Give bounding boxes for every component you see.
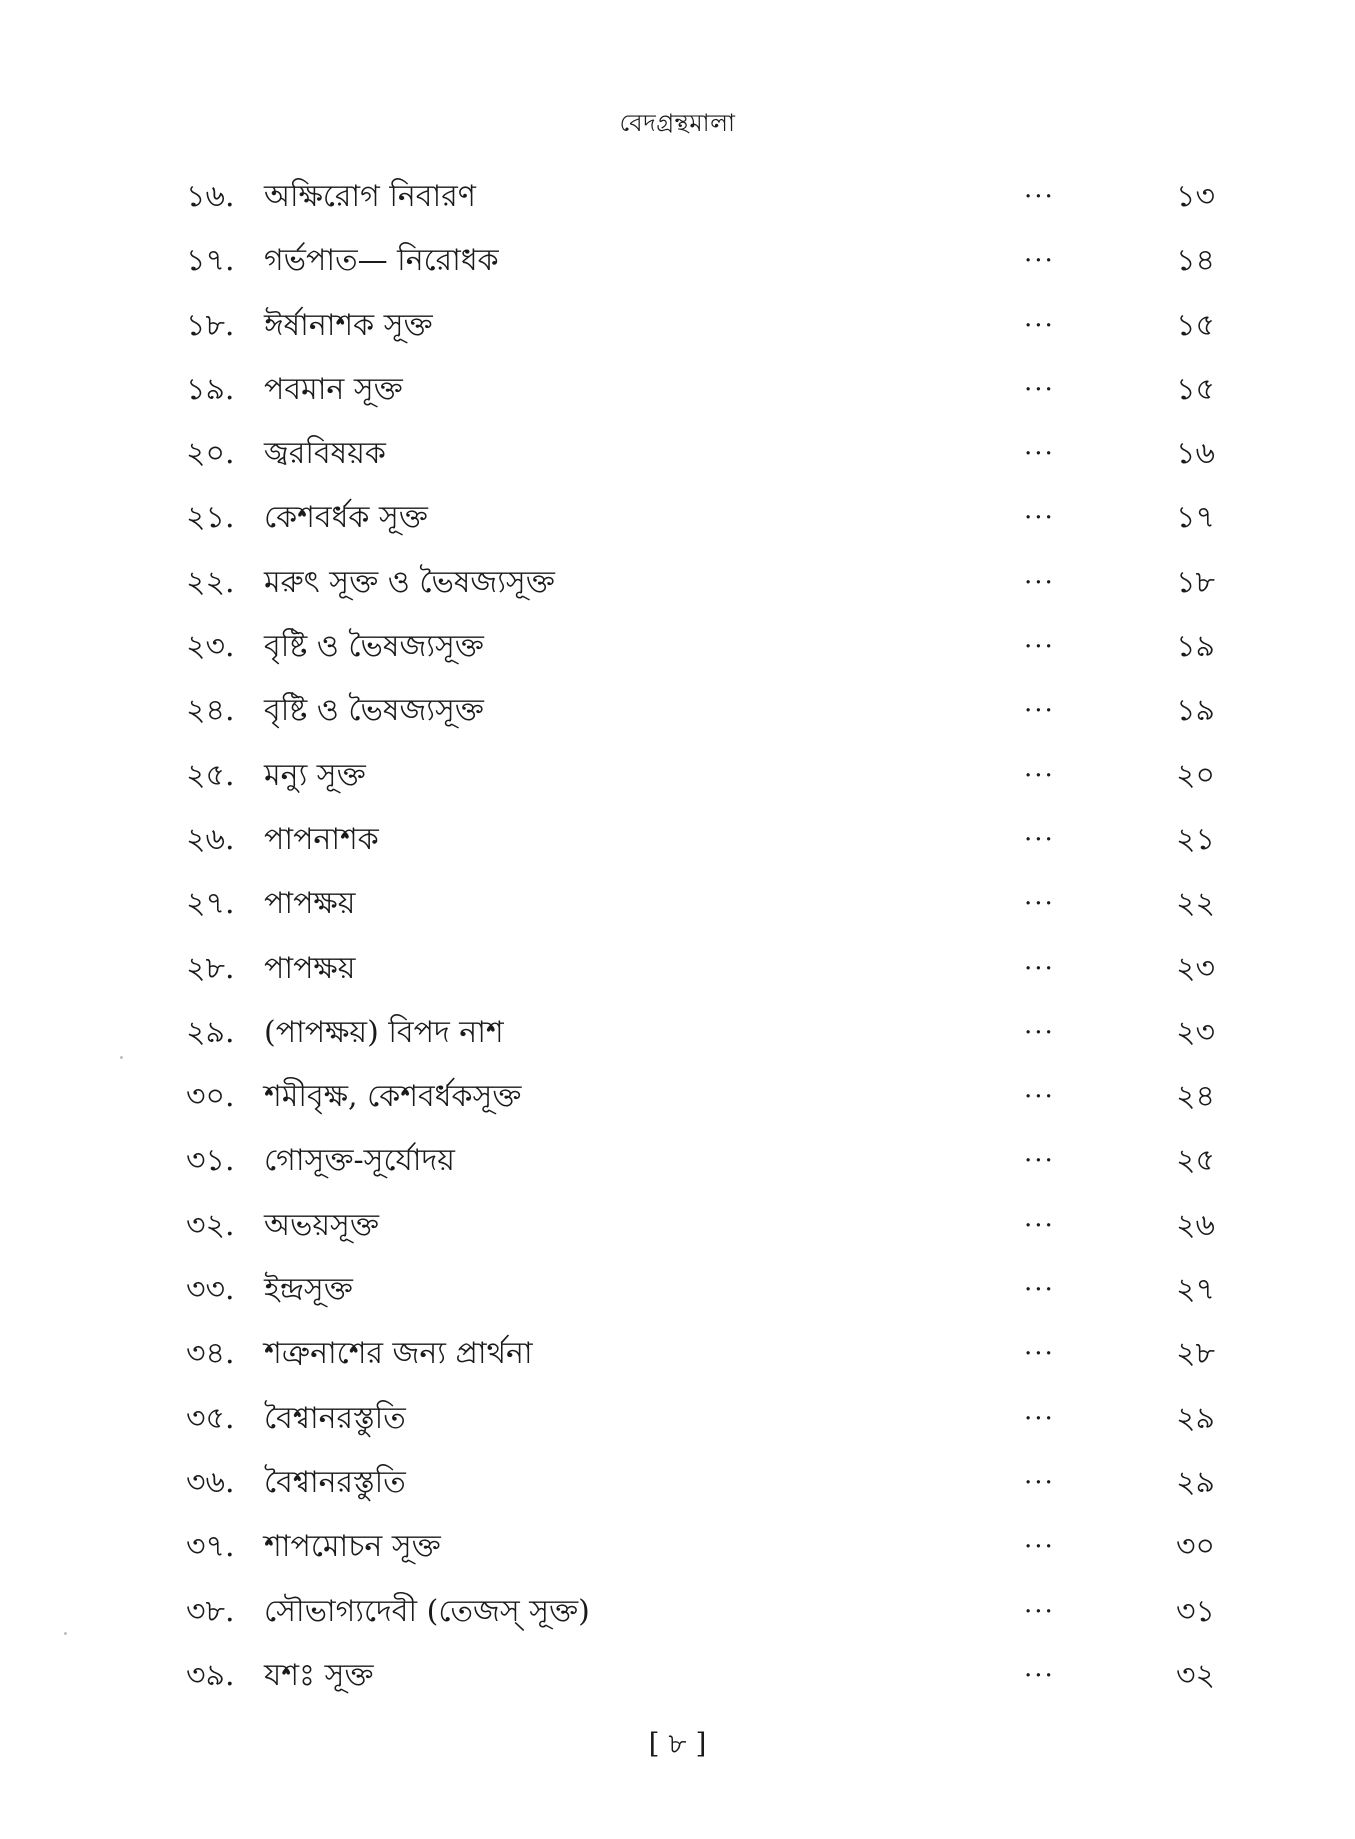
toc-entry-page: ২২ — [1175, 886, 1215, 922]
toc-entry-title: বৈশ্বানরস্তুতি — [264, 1464, 406, 1500]
toc-entry-title: শত্রুনাশের জন্য প্রার্থনা — [264, 1336, 533, 1372]
toc-leader-dots: ... — [1024, 431, 1055, 462]
toc-entry — [0, 618, 1355, 682]
toc-leader-dots: ... — [1024, 1009, 1055, 1040]
toc-leader-dots: ... — [1024, 1202, 1055, 1233]
toc-entry-title: পাপক্ষয় — [264, 950, 356, 986]
toc-entry-number: ২৮. — [186, 950, 235, 986]
toc-entry-page: ১৫ — [1176, 371, 1215, 407]
toc-leader-dots: ... — [1024, 945, 1055, 976]
toc-entry-page: ২৭ — [1175, 1272, 1215, 1308]
toc-entry — [0, 1647, 1355, 1711]
toc-entry-page: ২৩ — [1175, 950, 1215, 986]
toc-entry-page: ১৬ — [1176, 436, 1215, 472]
toc-entry-page: ১৭ — [1176, 500, 1215, 536]
toc-leader-dots: ... — [1024, 1267, 1055, 1298]
toc-entry-page: ২৩ — [1175, 1014, 1215, 1050]
toc-entry-page: ১৫ — [1176, 307, 1215, 343]
toc-leader-dots: ... — [1024, 1588, 1055, 1619]
toc-entry-title: অক্ষিরোগ নিবারণ — [264, 179, 476, 214]
toc-entry-number: ২৪. — [186, 693, 235, 729]
toc-entry-page: ২৯ — [1176, 1464, 1215, 1500]
toc-entry-title: বৃষ্টি ও ভৈষজ্যসূক্ত — [264, 693, 484, 729]
toc-entry-title: শাপমোচন সূক্ত — [264, 1529, 441, 1565]
toc-leader-dots: ... — [1024, 1138, 1055, 1169]
toc-entry-page: ২৬ — [1175, 1207, 1215, 1243]
toc-entry-page: ৩০ — [1175, 1529, 1215, 1565]
scan-speck — [64, 1632, 67, 1635]
toc-entry-number: ২৬. — [186, 821, 235, 857]
toc-entry — [0, 875, 1355, 939]
toc-entry-title: সৌভাগ্যদেবী (তেজস্ সূক্ত) — [264, 1593, 590, 1629]
toc-entry-title: মরুৎ সূক্ত ও ভৈষজ্যসূক্ত — [264, 564, 555, 600]
toc-leader-dots: ... — [1024, 302, 1055, 333]
toc-entry-number: ৩৫. — [186, 1400, 235, 1436]
toc-entry-number: ১৯. — [186, 371, 235, 407]
toc-entry-number: ৩৩. — [186, 1272, 235, 1308]
toc-entry-number: ৩৭. — [186, 1529, 235, 1565]
page-folio: [ ৮ ] — [648, 1727, 707, 1760]
toc-entry-title: বৈশ্বানরস্তুতি — [264, 1400, 406, 1436]
toc-entry — [0, 1197, 1355, 1261]
toc-leader-dots: ... — [1024, 624, 1055, 655]
toc-entry-number: ২৯. — [186, 1014, 235, 1050]
toc-entry — [0, 1261, 1355, 1325]
toc-entry-number: ২১. — [186, 500, 235, 536]
toc-entry-number: ২২. — [186, 564, 235, 600]
toc-leader-dots: ... — [1024, 495, 1055, 526]
toc-entry-title: পবমান সূক্ত — [264, 371, 403, 407]
toc-entry-title: ঈর্ষানাশক সূক্ত — [264, 307, 433, 343]
toc-entry-page: ১৪ — [1176, 243, 1215, 279]
toc-entry-page: ৩১ — [1176, 1593, 1215, 1629]
toc-entry — [0, 1004, 1355, 1068]
toc-entry — [0, 297, 1355, 361]
toc-leader-dots: ... — [1024, 1459, 1055, 1490]
toc-entry — [0, 811, 1355, 875]
toc-entry — [0, 489, 1355, 553]
toc-entry-title: যশঃ সূক্ত — [264, 1657, 374, 1693]
toc-entry — [0, 1325, 1355, 1389]
toc-entry-page: ২৪ — [1176, 1079, 1215, 1115]
toc-entry-page: ১৮ — [1176, 564, 1215, 600]
toc-entry-title: বৃষ্টি ও ভৈষজ্যসূক্ত — [264, 629, 484, 665]
scan-speck — [120, 1056, 123, 1059]
toc-entry-page: ২৯ — [1176, 1400, 1215, 1436]
toc-leader-dots: ... — [1024, 1524, 1055, 1555]
toc-entry-number: ২৫. — [186, 757, 235, 793]
toc-entry — [0, 1518, 1355, 1582]
toc-entry — [0, 1132, 1355, 1196]
toc-entry-page: ১৩ — [1176, 179, 1215, 214]
toc-entry — [0, 168, 1355, 232]
toc-entry-page: ২১ — [1176, 821, 1215, 857]
toc-leader-dots: ... — [1024, 1395, 1055, 1426]
toc-entry-title: পাপক্ষয় — [264, 886, 356, 922]
toc-entry-number: ২৭. — [186, 886, 235, 922]
toc-leader-dots: ... — [1024, 1074, 1055, 1105]
toc-leader-dots: ... — [1024, 752, 1055, 783]
running-title: বেদগ্রন্থমালা — [619, 109, 736, 137]
toc-entry-title: (পাপক্ষয়) বিপদ নাশ — [264, 1014, 504, 1050]
toc-leader-dots: ... — [1024, 366, 1055, 397]
toc-entry-title: পাপনাশক — [264, 821, 379, 857]
toc-entry-number: ১৮. — [186, 307, 235, 343]
toc-entry-title: মন্যু সূক্ত — [264, 757, 366, 793]
toc-entry — [0, 940, 1355, 1004]
toc-entry-number: ৩৯. — [186, 1657, 235, 1693]
toc-entry-number: ৩৪. — [186, 1336, 235, 1372]
toc-entry-title: গর্ভপাত— নিরোধক — [264, 243, 499, 279]
toc-entry-number: ১৭. — [186, 243, 235, 279]
toc-leader-dots: ... — [1024, 1652, 1055, 1683]
table-of-contents — [0, 168, 1355, 1711]
toc-entry — [0, 1454, 1355, 1518]
toc-entry-page: ২৮ — [1176, 1336, 1215, 1372]
toc-entry-number: ২৩. — [186, 629, 235, 665]
toc-entry-title: অভয়সূক্ত — [264, 1207, 379, 1243]
toc-leader-dots: ... — [1024, 238, 1055, 269]
toc-leader-dots: ... — [1024, 1331, 1055, 1362]
toc-entry-page: ২০ — [1175, 757, 1215, 793]
toc-entry-title: শমীবৃক্ষ, কেশবর্ধকসূক্ত — [264, 1079, 522, 1115]
toc-entry-number: ৩০. — [186, 1079, 235, 1115]
toc-entry-page: ৩২ — [1175, 1657, 1215, 1693]
toc-entry — [0, 682, 1355, 746]
toc-entry — [0, 747, 1355, 811]
toc-entry-title: ইন্দ্রসূক্ত — [264, 1272, 353, 1308]
toc-entry — [0, 232, 1355, 296]
toc-entry-number: ৩২. — [186, 1207, 235, 1243]
toc-entry — [0, 1583, 1355, 1647]
toc-leader-dots: ... — [1024, 816, 1055, 847]
toc-entry-number: ১৬. — [186, 179, 235, 214]
toc-entry — [0, 425, 1355, 489]
toc-entry-number: ৩১. — [186, 1143, 235, 1179]
toc-entry-page: ২৫ — [1176, 1143, 1215, 1179]
toc-entry — [0, 1068, 1355, 1132]
toc-leader-dots: ... — [1024, 559, 1055, 590]
toc-entry — [0, 554, 1355, 618]
toc-leader-dots: ... — [1024, 881, 1055, 912]
toc-leader-dots: ... — [1024, 174, 1055, 204]
toc-leader-dots: ... — [1024, 688, 1055, 719]
toc-entry — [0, 361, 1355, 425]
toc-entry-title: কেশবর্ধক সূক্ত — [264, 500, 428, 536]
toc-entry-number: ২০. — [186, 436, 235, 472]
toc-entry-number: ৩৮. — [186, 1593, 235, 1629]
toc-entry-title: জ্বরবিষয়ক — [264, 436, 386, 472]
toc-entry-number: ৩৬. — [186, 1464, 235, 1500]
toc-entry-title: গোসূক্ত-সূর্যোদয় — [264, 1143, 455, 1179]
toc-entry-page: ১৯ — [1176, 693, 1215, 729]
toc-entry-page: ১৯ — [1176, 629, 1215, 665]
toc-entry — [0, 1390, 1355, 1454]
